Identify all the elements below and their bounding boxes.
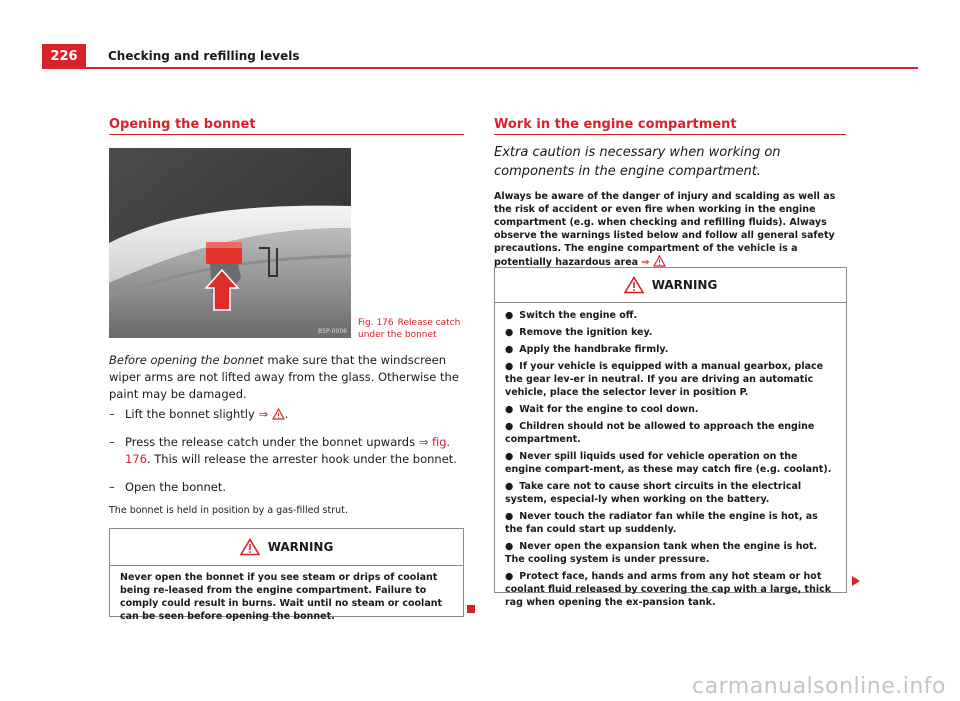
warning-item: ● Children should not be allowed to approach the engine compartment. [505, 421, 815, 445]
section-rule-right [494, 134, 846, 135]
figure-caption-text: Release catch under the bonnet [358, 318, 461, 340]
warning-item: ● If your vehicle is equipped with a manual gearbox, place the gear lev-er in neutral. If you are driving an automatic vehicle, place the selector lever in position P. [505, 361, 824, 398]
warning-header [110, 529, 463, 566]
warning-box-right [494, 267, 847, 608]
intro-rest: make sure that the windscreen wiper arms are not lifted away from the glass. Otherwise the paint may be damaged. [109, 353, 459, 401]
watermark: carmanualsonline.info [692, 674, 946, 699]
figure-caption-label: Fig. 176 [358, 318, 394, 328]
section-title-opening-bonnet: Opening the bonnet [109, 117, 256, 132]
step-1-text: Lift the bonnet slightly [125, 407, 259, 421]
warning-item: ● Apply the handbrake firmly. [505, 344, 669, 355]
strut-note: The bonnet is held in position by a gas-filled strut. [109, 505, 348, 516]
engine-intro-italic: Extra caution is necessary when working on components in the engine compartment. [494, 145, 781, 179]
step-dash: – [109, 480, 115, 494]
warning-title: WARNING [267, 540, 334, 554]
step-dash: – [109, 407, 115, 421]
section-end-marker [467, 605, 475, 613]
warning-item: ● Wait for the engine to cool down. [505, 404, 699, 415]
warning-item: ● Protect face, hands and arms from any hot steam or hot coolant fluid released by covering the cap with a large, thick rag when opening the ex-pansion tank. [505, 571, 832, 608]
figure-ref-link[interactable]: ⇒ fig. 176 [125, 435, 451, 466]
warning-item: ● Take care not to cause short circuits in the electrical system, especial-ly when working on the battery. [505, 481, 802, 505]
warning-box-left [109, 528, 464, 622]
warning-item: ● Never touch the radiator fan while the engine is hot, as the fan could start up suddenly. [505, 511, 818, 535]
intro-italic: Before opening the bonnet [109, 353, 264, 367]
engine-safety-paragraph [494, 190, 846, 269]
warning-triangle-icon [240, 538, 260, 556]
warning-triangle-icon[interactable] [653, 255, 666, 267]
step-2-text: Press the release catch under the bonnet upwards [125, 435, 419, 449]
step-2 [109, 434, 464, 468]
intro-paragraph [109, 352, 464, 403]
warning-text: Never open the bonnet if you see steam or drips of coolant being re-leased from the engine compartment. Failure to comply could result in burns. Wait until no steam or coolant can be seen before opening the bonnet. [120, 572, 443, 622]
step-2-after: . This will release the arrester hook under the bonnet. [146, 452, 457, 466]
warning-item: ● Never spill liquids used for vehicle operation on the engine compart-ment, as these may catch fire (e.g. coolant). [505, 451, 832, 475]
figure-release-catch-photo [109, 148, 351, 338]
warning-item: ● Switch the engine off. [505, 310, 638, 321]
warning-item: ● Never open the expansion tank when the engine is hot. The cooling system is under pressure. [505, 541, 818, 565]
engine-safety-text: Always be aware of the danger of injury and scalding as well as the risk of accident or even fire when working in the engine compartment (e.g. when checking and refilling fluids). Always observe the warnings listed below and follow all general safety precautions. The engine compartment of the vehicle is a potentially hazardous area [494, 191, 836, 268]
figure-caption [358, 317, 468, 341]
step-3-text: Open the bonnet. [125, 480, 227, 494]
figure-code: B5P-0006 [318, 328, 347, 335]
warning-title: WARNING [651, 278, 718, 292]
warning-triangle-icon [624, 276, 644, 294]
step-3 [109, 479, 464, 496]
warning-item: ● Remove the ignition key. [505, 327, 653, 338]
header-title: Checking and refilling levels [108, 49, 300, 63]
warning-triangle-icon[interactable] [272, 408, 285, 420]
section-title-engine-compartment: Work in the engine compartment [494, 117, 737, 132]
page-number: 226 [42, 44, 86, 68]
release-catch-illustration [109, 148, 351, 338]
warning-ref-link[interactable]: ⇒ [258, 407, 269, 421]
step-1: – Lift the bonnet slightly ⇒ . [109, 407, 289, 421]
section-rule-left [109, 134, 464, 135]
header-rule [42, 67, 918, 69]
warning-list [495, 303, 846, 618]
warning-header [495, 268, 846, 303]
continued-arrow-icon [851, 575, 861, 587]
warning-ref-link[interactable]: ⇒ [641, 257, 650, 268]
step-dash: – [109, 435, 115, 449]
